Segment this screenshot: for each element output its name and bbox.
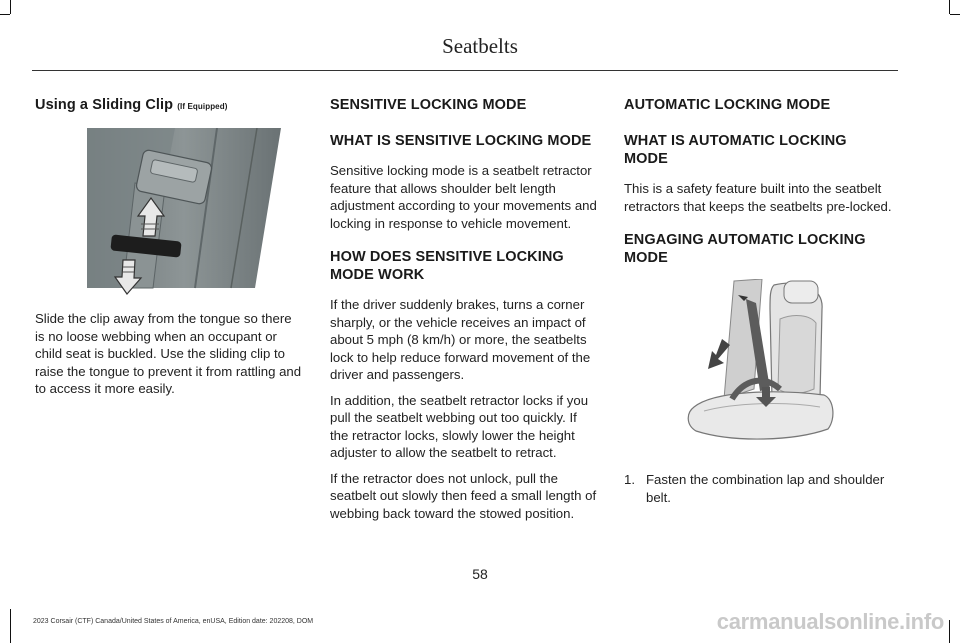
heading-note: (If Equipped)	[177, 102, 228, 111]
heading-engaging-automatic: ENGAGING AUTOMATIC LOCKING MODE	[624, 232, 866, 266]
heading-text: Using a Sliding Clip	[35, 97, 174, 113]
paragraph: This is a safety feature built into the seatbelt retractors that keeps the seatbelts pre-locked.	[624, 181, 892, 214]
footer-edition: 2023 Corsair (CTF) Canada/United States of America, enUSA, Edition date: 202208, DOM	[33, 618, 314, 625]
list-item-number: 1.	[624, 472, 635, 487]
heading-how-does-it-work: HOW DOES SENSITIVE LOCKING MODE WORK	[330, 249, 564, 283]
paragraph: Sensitive locking mode is a seatbelt retractor feature that allows shoulder belt length adjustment according to your movements and locking in response to vehicle movement.	[330, 163, 597, 231]
crop-mark	[0, 14, 10, 15]
list-item-text: Fasten the combination lap and shoulder belt.	[646, 472, 885, 505]
crop-mark	[950, 14, 960, 15]
sliding-clip-illustration	[35, 128, 303, 298]
paragraph: In addition, the seatbelt retractor locks if you pull the seatbelt webbing out too quickly. If the retractor locks, slowly lower the height adjuster to allow the seatbelt to retract.	[330, 392, 589, 460]
header-divider	[32, 70, 898, 71]
list-item	[624, 471, 892, 506]
heading-automatic-locking-mode: AUTOMATIC LOCKING MODE	[624, 97, 831, 113]
seat-belt-illustration	[624, 279, 892, 459]
heading-sliding-clip	[35, 96, 303, 116]
paragraph: If the retractor does not unlock, pull the seatbelt out slowly then feed a small length of webbing back toward the stowed position.	[330, 470, 597, 521]
column-sliding-clip	[35, 96, 303, 406]
paragraph: If the driver suddenly brakes, turns a corner sharply, or the vehicle receives an impact of about 5 mph (8 km/h) or more, the seatbelts lock to help reduce forward movement of the driver and passengers.	[330, 297, 591, 382]
sliding-clip-text: Slide the clip away from the tongue so there is no loose webbing when an occupant or child seat is buckled. Use the sliding clip to raise the tongue to prevent it from rattling and to access it more easily.	[35, 311, 302, 396]
heading-what-is-automatic: WHAT IS AUTOMATIC LOCKING MODE	[624, 133, 847, 167]
page-title: Seatbelts	[442, 34, 518, 58]
crop-mark	[949, 620, 950, 643]
crop-mark	[10, 609, 11, 643]
column-automatic-locking	[624, 96, 892, 506]
heading-sensitive-locking-mode: SENSITIVE LOCKING MODE	[330, 97, 527, 113]
watermark: carmanualsonline.info	[716, 609, 944, 634]
heading-what-is-sensitive: WHAT IS SENSITIVE LOCKING MODE	[330, 133, 592, 149]
page-number: 58	[472, 566, 488, 582]
crop-mark	[10, 0, 11, 14]
crop-mark	[949, 0, 950, 14]
column-sensitive-locking	[330, 96, 598, 530]
